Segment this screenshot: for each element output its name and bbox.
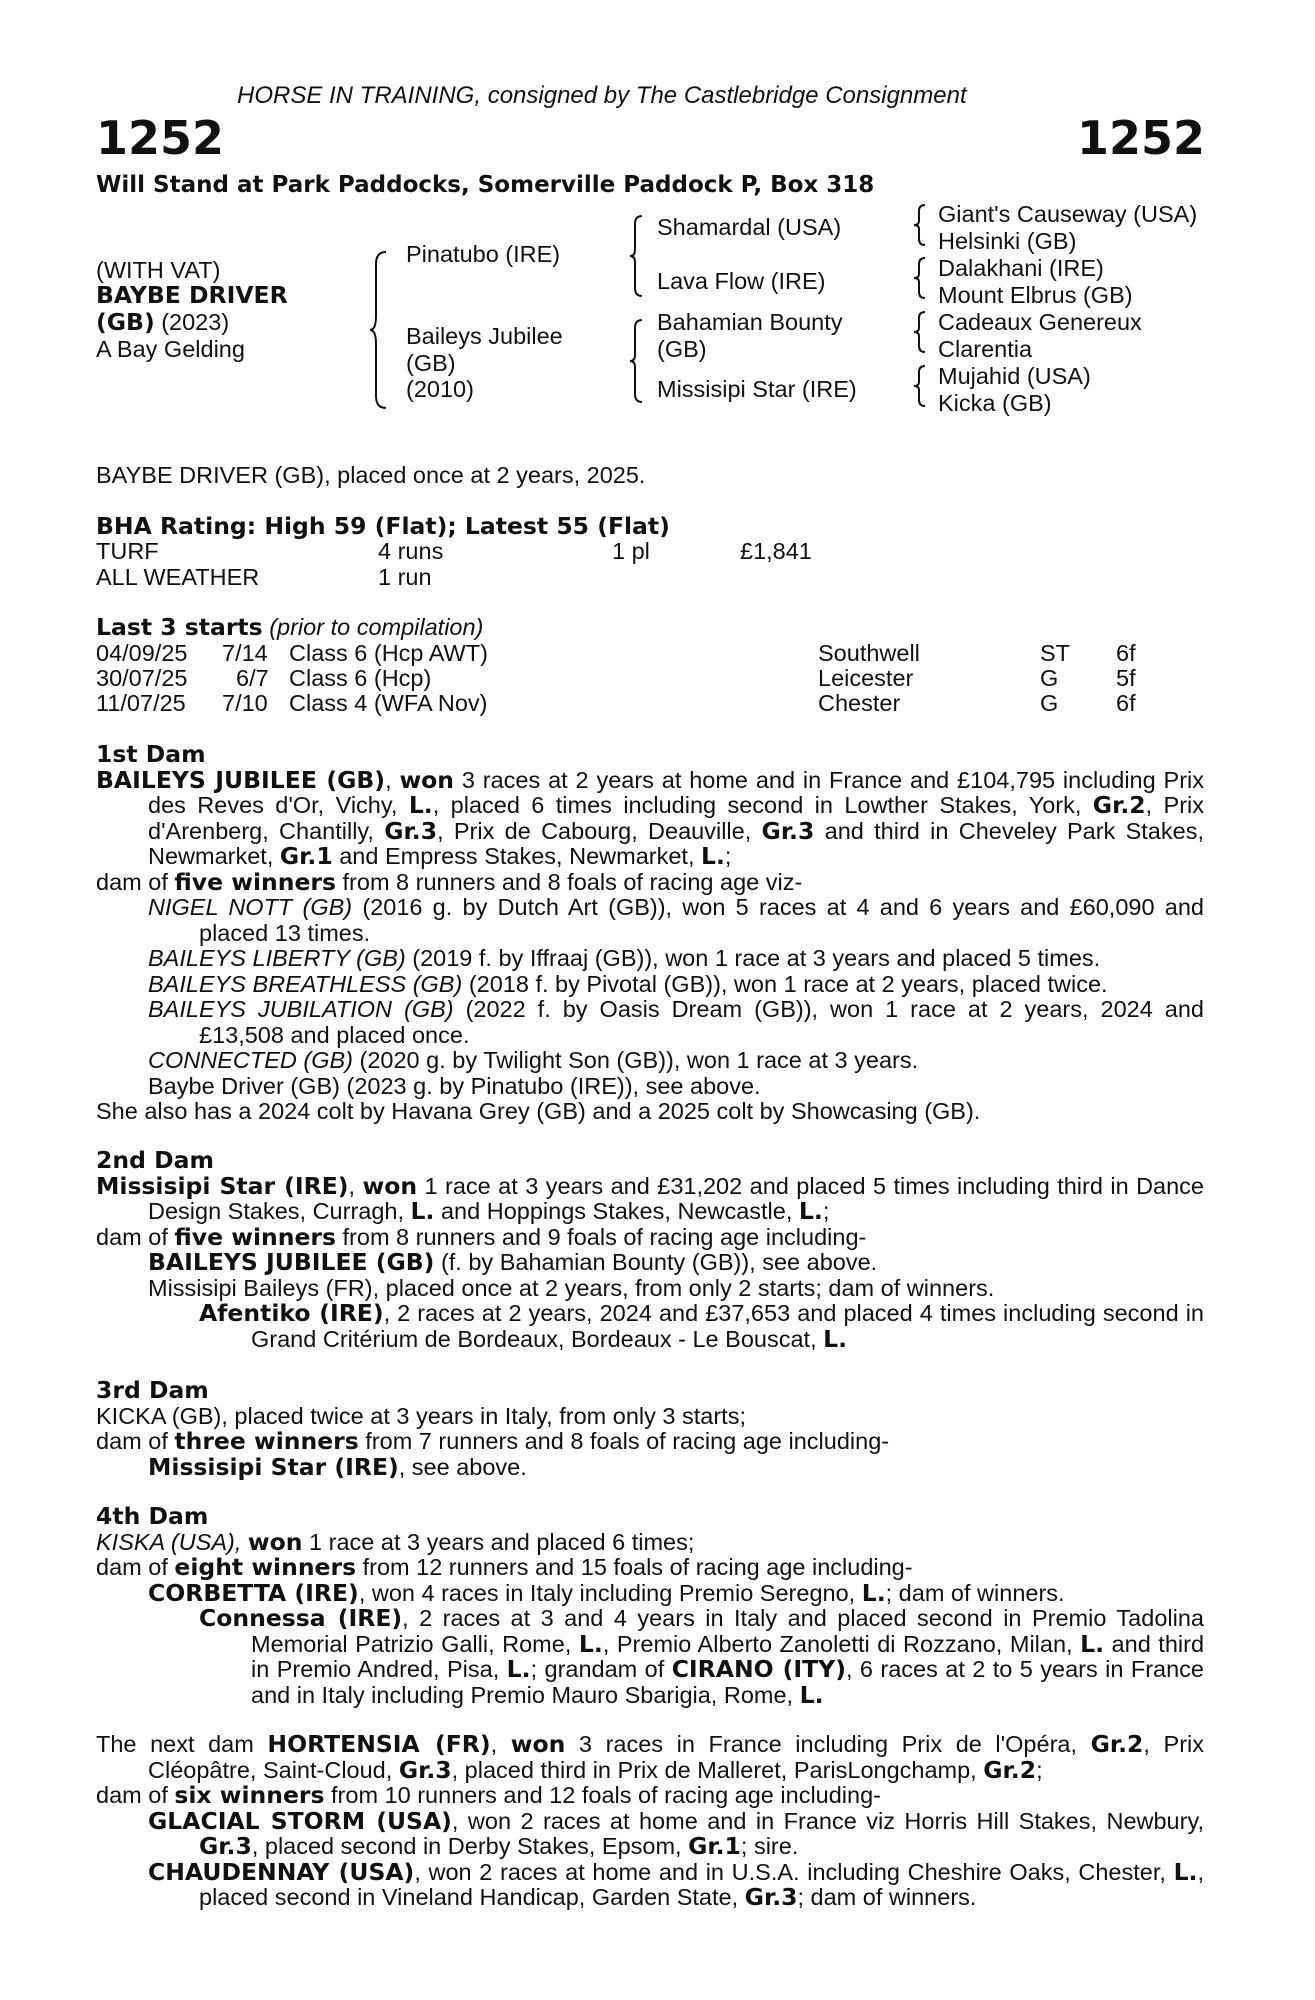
start-position: 6/7 <box>236 665 269 691</box>
record-text: , 2 races at 3 and 4 years in Italy and placed second in Premio Tadolina Memorial Patrizio Galli, Rome, <box>251 1605 1204 1657</box>
listed-label: L. <box>861 1578 886 1607</box>
record-text: dam of <box>96 868 175 895</box>
horse-name: BAYBE DRIVER <box>96 281 288 309</box>
vat-label: (WITH VAT) <box>96 257 221 283</box>
fourth-dam-record: KISKA (USA), won 1 race at 3 years and placed 6 times; <box>96 1527 695 1556</box>
group-label: Gr.1 <box>688 1832 741 1860</box>
record-text: and third in Cheveley Park Stakes, Newmarket, <box>148 817 1204 869</box>
pedigree-brace-ds <box>912 310 928 354</box>
record-text: , 6 races at 2 to 5 years in France and in Italy including Premio Mauro Sbarigia, Rome, <box>251 1656 1204 1708</box>
start-course: Leicester <box>818 665 914 691</box>
second-dam-heading: 2nd Dam <box>96 1146 214 1174</box>
pedigree-sire: Pinatubo (IRE) <box>406 241 561 267</box>
record-text: , won 4 races in Italy including Premio Seregno, <box>358 1579 862 1606</box>
rating-row-turf-runs: 4 runs <box>378 538 444 564</box>
next-dam-record: The next dam HORTENSIA (FR), won 3 races in France including Prix de l'Opéra, Gr.2, Prix Cléopâtre, Saint-Cloud, Gr.3, placed third in Prix de Malleret, ParisLongchamp, Gr.2; <box>96 1730 1205 1784</box>
listed-label: L. <box>506 1655 531 1683</box>
listed-label: L. <box>799 1680 824 1709</box>
progeny-entry <box>96 1250 1204 1276</box>
horse-year: (2023) <box>154 309 230 335</box>
start-race: Class 6 (Hcp) <box>289 665 432 691</box>
listed-label: L. <box>578 1629 603 1658</box>
first-dam-record: BAILEYS JUBILEE (GB), won 3 races at 2 years at home and in France and £104,795 including Prix des Reves d'Or, Vichy, L., placed 6 times including second in Lowther Stakes, York, Gr.2, Prix d'Arenberg, Chantilly, Gr.3, Prix de Cabourg, Deauville, Gr.3 and third in Cheveley Park Stakes, Newmarket, Gr.1 and Empress Stakes, Newmarket, L.; <box>96 765 1205 870</box>
second-dam-section <box>96 1148 1204 1352</box>
start-course: Southwell <box>818 640 920 666</box>
record-text: 3 races at 2 years at home and in France and £104,795 including Prix des Reves d'Or, Vichy, <box>148 766 1204 818</box>
next-dam-section <box>96 1732 1204 1911</box>
group-label: Gr.3 <box>384 816 438 845</box>
listed-label: L. <box>798 1197 823 1225</box>
third-dam-heading: 3rd Dam <box>96 1376 209 1404</box>
fourth-dam-section <box>96 1504 1204 1708</box>
pedigree-ssd: Helsinki (GB) <box>938 228 1077 254</box>
start-date: 11/07/25 <box>96 690 186 716</box>
listed-label: L. <box>1173 1857 1198 1886</box>
last-starts-heading <box>96 615 483 641</box>
bha-rating: BHA Rating: High 59 (Flat); Latest 55 (Flat) <box>96 512 670 540</box>
record-text: , see above. <box>398 1453 527 1480</box>
last-starts-title: Last 3 starts <box>96 613 263 641</box>
winners-count: five winners <box>174 1222 336 1251</box>
record-text: ; dam of winners. <box>885 1579 1065 1606</box>
group-label: Gr.1 <box>279 842 333 870</box>
pedigree-dam-line2: (GB) <box>406 350 456 376</box>
progeny-name: Afentiko (IRE) <box>199 1299 384 1327</box>
pedigree-brace-dam <box>628 318 646 404</box>
pedigree-dam-line1: Baileys Jubilee <box>406 323 563 349</box>
group-label: Gr.3 <box>398 1755 452 1784</box>
progeny-name: CIRANO (ITY) <box>671 1655 846 1683</box>
consignment-line: HORSE IN TRAINING, consigned by The Castlebridge Consignment <box>237 82 967 109</box>
start-position: 7/14 <box>222 640 268 666</box>
start-race: Class 4 (WFA Nov) <box>289 690 488 716</box>
pedigree-ss: Shamardal (USA) <box>657 214 842 240</box>
record-text: (2020 g. by Twilight Son (GB)), won 1 race at 3 years. <box>352 1047 919 1073</box>
pedigree-brace-dd <box>912 364 928 408</box>
start-distance: 6f <box>1116 690 1136 716</box>
third-dam-record: KICKA (GB), placed twice at 3 years in Italy, from only 3 starts; <box>96 1402 746 1429</box>
pedigree-ddd: Kicka (GB) <box>938 390 1052 416</box>
record-text: , won 2 races at home and in U.S.A. including Cheshire Oaks, Chester, <box>414 1858 1174 1885</box>
start-going: ST <box>1040 640 1071 666</box>
start-going: G <box>1040 690 1059 716</box>
record-text: dam of <box>96 1223 175 1250</box>
start-date: 04/09/25 <box>96 640 188 666</box>
progeny-entry <box>96 997 1204 1048</box>
record-text: (f. by Bahamian Bounty (GB)), see above. <box>434 1249 878 1275</box>
record-text: dam of <box>96 1554 175 1580</box>
second-dam-produce-summary <box>96 1222 1204 1251</box>
first-dam-name: BAILEYS JUBILEE (GB) <box>96 765 386 794</box>
record-text: , placed second in Vineland Handicap, Garden State, <box>199 1858 1205 1910</box>
start-race: Class 6 (Hcp AWT) <box>289 640 488 666</box>
race-summary: BAYBE DRIVER (GB), placed once at 2 years, 2025. <box>96 462 646 488</box>
next-dam-produce-summary <box>96 1783 1204 1809</box>
pedigree-ds-line1: Bahamian Bounty <box>657 309 843 335</box>
pedigree-brace-sd <box>912 256 928 300</box>
group-label: Gr.2 <box>1090 1730 1144 1758</box>
pedigree-dd: Missisipi Star (IRE) <box>657 376 857 402</box>
record-text: from 8 runners and 8 foals of racing age viz- <box>335 868 803 895</box>
group-label: Gr.2 <box>983 1755 1037 1784</box>
progeny-entry <box>96 946 1204 972</box>
fourth-dam-name: KISKA (USA) <box>96 1528 235 1555</box>
pedigree-brace-ss <box>912 203 928 247</box>
progeny-name: Missisipi Star (IRE) <box>148 1452 399 1481</box>
record-text: dam of <box>96 1428 175 1454</box>
group-label: Gr.3 <box>744 1883 798 1911</box>
progeny-name: CORBETTA (IRE) <box>148 1578 359 1607</box>
record-text: (2022 f. by Oasis Dream (GB)), won 1 race at 2 years, 2024 and £13,508 and placed once. <box>199 996 1204 1048</box>
winners-count: six winners <box>174 1781 325 1809</box>
group-label: Gr.3 <box>761 816 815 845</box>
rating-row-aw-runs: 1 run <box>378 564 432 590</box>
lot-number-right: 1252 <box>1076 111 1205 165</box>
pedigree-sdd: Mount Elbrus (GB) <box>938 282 1133 308</box>
start-course: Chester <box>818 690 901 716</box>
stable-line: Will Stand at Park Paddocks, Somerville Paddock P, Box 318 <box>96 172 875 198</box>
horse-country: (GB) <box>96 308 155 336</box>
lot-number-left: 1252 <box>96 111 225 165</box>
record-text: ; <box>1036 1756 1043 1783</box>
progeny-entry <box>96 1452 1204 1481</box>
progeny-name: BAILEYS BREATHLESS (GB) <box>148 970 463 997</box>
progeny-name: GLACIAL STORM (USA) <box>148 1806 452 1835</box>
last-starts-note: (prior to compilation) <box>262 614 484 640</box>
pedigree-dds: Mujahid (USA) <box>938 363 1091 389</box>
record-text: and Hoppings Stakes, Newcastle, <box>434 1198 799 1224</box>
rating-row-turf-surface: TURF <box>96 538 159 564</box>
record-text: , placed second in Derby Stakes, Epsom, <box>251 1833 689 1859</box>
record-text: (2016 g. by Dutch Art (GB)), won 5 races at 4 and 6 years and £60,090 and placed 13 times. <box>199 894 1204 946</box>
group-label: Gr.3 <box>199 1832 252 1860</box>
progeny-name: BAILEYS JUBILATION (GB) <box>148 996 454 1022</box>
second-dam-name: Missisipi Star (IRE) <box>96 1171 349 1200</box>
progeny-name: CHAUDENNAY (USA) <box>148 1857 415 1886</box>
record-text: , Prix Cléopâtre, Saint-Cloud, <box>148 1731 1205 1783</box>
record-text: (2018 f. by Pivotal (GB)), won 1 race at 2 years, placed twice. <box>462 970 1108 997</box>
start-distance: 5f <box>1116 665 1136 691</box>
third-dam-produce-summary <box>96 1429 1204 1455</box>
progeny-name: CONNECTED (GB) <box>148 1047 353 1073</box>
first-dam-produce-summary <box>96 867 1204 896</box>
record-text: ; sire. <box>740 1833 799 1859</box>
record-text: 3 races in France including Prix de l'Opéra, <box>565 1731 1091 1757</box>
progeny-entry <box>96 972 1204 998</box>
record-text: (2019 f. by Iffraaj (GB)), won 1 race at 3 years and placed 5 times. <box>405 945 1101 971</box>
first-dam-heading: 1st Dam <box>96 740 206 768</box>
progeny-entry: Baybe Driver (GB) (2023 g. by Pinatubo (IRE)), see above. <box>148 1072 761 1099</box>
record-text: ; grandam of <box>530 1656 672 1682</box>
won-label: won <box>399 765 455 794</box>
record-text: from 12 runners and 15 foals of racing age including- <box>356 1554 913 1580</box>
pedigree-dam-line3: (2010) <box>406 376 474 402</box>
record-text: , placed 6 times including second in Lowther Stakes, York, <box>432 792 1093 818</box>
record-text: The next dam <box>96 1731 268 1757</box>
start-distance: 6f <box>1116 640 1136 666</box>
listed-label: L. <box>823 1324 848 1353</box>
grand-progeny-entry <box>96 1606 1204 1708</box>
record-text: 1 race at 3 years and £31,202 and placed 5 times including third in Dance Design Stakes, Curragh, <box>148 1172 1205 1224</box>
record-text: ; dam of winners. <box>797 1884 977 1910</box>
group-label: Gr.2 <box>1092 791 1146 819</box>
record-text: , 2 races at 2 years, 2024 and £37,653 and placed 4 times including second in Grand Critérium de Bordeaux, Bordeaux - Le Bouscat, <box>251 1300 1204 1352</box>
record-text: , won 2 races at home and in France viz Horris Hill Stakes, Newbury, <box>451 1807 1204 1834</box>
next-dam-name: HORTENSIA (FR) <box>267 1730 491 1758</box>
progeny-name: NIGEL NOTT (GB) <box>148 894 353 920</box>
record-text: from 7 runners and 8 foals of racing age including- <box>358 1428 890 1454</box>
fourth-dam-produce-summary <box>96 1555 1204 1581</box>
listed-label: L. <box>410 1197 435 1225</box>
pedigree-sds: Dalakhani (IRE) <box>938 255 1104 281</box>
progeny-entry <box>96 1857 1205 1911</box>
record-text: , Prix de Cabourg, Deauville, <box>437 817 762 844</box>
won-label: won <box>362 1171 418 1200</box>
second-dam-record: Missisipi Star (IRE), won 1 race at 3 years and £31,202 and placed 5 times including third in Dance Design Stakes, Curragh, L. and Hoppings Stakes, Newcastle, L.; <box>96 1171 1205 1225</box>
record-text: , Prix d'Arenberg, Chantilly, <box>148 792 1205 844</box>
record-text: ; <box>822 1198 830 1224</box>
first-dam-also: She also has a 2024 colt by Havana Grey (GB) and a 2025 colt by Showcasing (GB). <box>96 1098 981 1124</box>
fourth-dam-heading: 4th Dam <box>96 1502 209 1530</box>
start-position: 7/10 <box>222 690 268 716</box>
record-text: 1 race at 3 years and placed 6 times; <box>302 1528 695 1555</box>
pedigree-brace-main <box>368 250 390 410</box>
winners-count: five winners <box>174 867 336 896</box>
record-text: from 10 runners and 12 foals of racing age including- <box>324 1782 881 1808</box>
record-text: , Premio Alberto Zanoletti di Rozzano, Milan, <box>602 1630 1081 1657</box>
rating-row-aw-surface: ALL WEATHER <box>96 564 260 590</box>
progeny-entry <box>96 1578 1204 1607</box>
record-text: and Empress Stakes, Newmarket, <box>332 843 702 869</box>
horse-description: A Bay Gelding <box>96 336 245 362</box>
rating-row-turf-earnings: £1,841 <box>740 538 812 564</box>
pedigree-dss: Cadeaux Genereux <box>938 309 1142 335</box>
progeny-entry <box>96 1806 1204 1860</box>
pedigree-brace-sire <box>628 214 646 298</box>
progeny-entry <box>96 895 1204 946</box>
listed-label: L. <box>701 842 725 870</box>
rating-row-turf-placed: 1 pl <box>612 538 650 564</box>
listed-label: L. <box>408 791 433 819</box>
pedigree-dsd: Clarentia <box>938 336 1033 362</box>
record-text: and third in Premio Andred, Pisa, <box>251 1630 1205 1682</box>
pedigree-sd: Lava Flow (IRE) <box>657 268 826 294</box>
third-dam-section <box>96 1378 1204 1480</box>
record-text: , placed third in Prix de Malleret, ParisLongchamp, <box>451 1756 984 1783</box>
horse-country-year <box>96 310 229 336</box>
start-date: 30/07/25 <box>96 665 188 691</box>
first-dam-section <box>96 742 1204 1125</box>
listed-label: L. <box>1080 1629 1105 1658</box>
record-text: from 8 runners and 9 foals of racing age including- <box>335 1223 867 1250</box>
record-text: dam of <box>96 1782 175 1808</box>
progeny-entry <box>96 1048 1204 1074</box>
start-going: G <box>1040 665 1059 691</box>
pedigree-sss: Giant's Causeway (USA) <box>938 201 1198 227</box>
progeny-name: Connessa (IRE) <box>199 1604 403 1632</box>
won-label: won <box>247 1527 303 1556</box>
winners-count: three winners <box>174 1427 359 1455</box>
pedigree-ds-line2: (GB) <box>657 336 707 362</box>
progeny-entry: Missisipi Baileys (FR), placed once at 2 years, from only 2 starts; dam of winners. <box>148 1274 995 1301</box>
winners-count: eight winners <box>174 1553 357 1581</box>
grand-progeny-entry <box>96 1301 1204 1352</box>
record-text: ; <box>724 843 732 869</box>
won-label: won <box>510 1730 566 1758</box>
progeny-name: BAILEYS LIBERTY (GB) <box>148 945 406 971</box>
progeny-name: BAILEYS JUBILEE (GB) <box>148 1248 435 1276</box>
